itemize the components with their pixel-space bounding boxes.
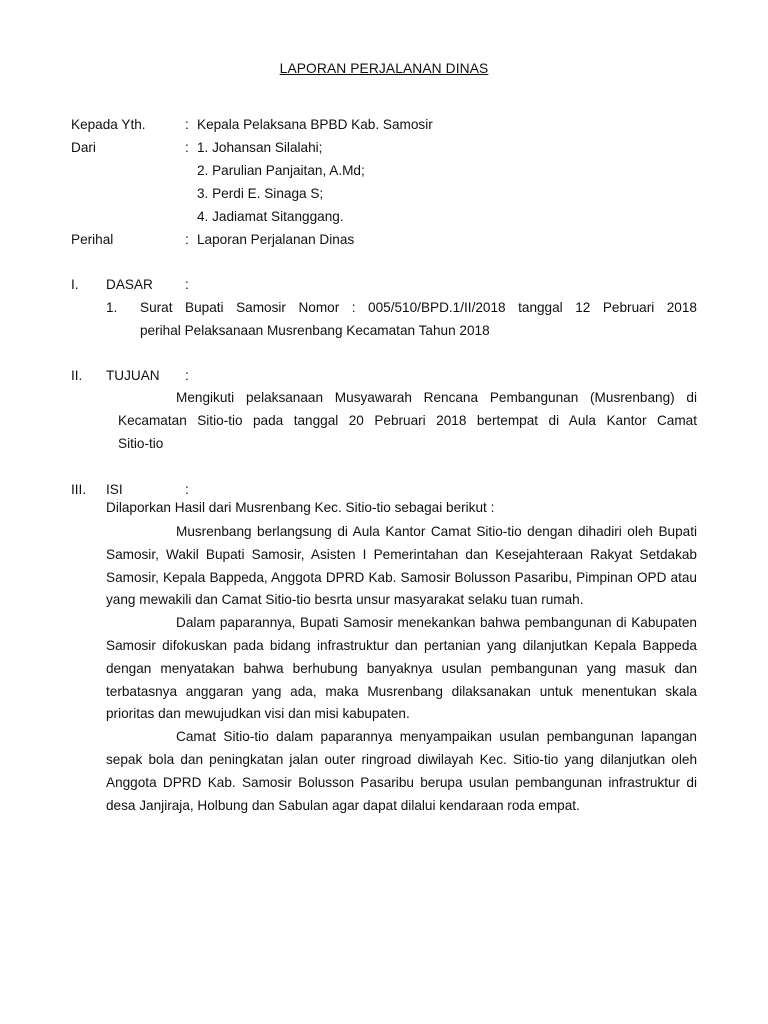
perihal-value: Laporan Perjalanan Dinas xyxy=(197,232,355,247)
dari-item: 2. Parulian Panjaitan, A.Md; xyxy=(197,163,365,178)
section-heading-isi: ISI xyxy=(106,482,123,497)
isi-paragraph: Camat Sitio-tio dalam paparannya menyampaikan usulan pembangunan lapangan sepak bola dan peningkatan jalan outer ringroad diwilayah Kec. Sitio-tio yang dilanjutkan oleh Anggota DPRD Kab. Samosir Bolusson Pasaribu berupa usulan pembangunan infrastruktur di desa Janjiraja, Holbung dan Sabulan agar dapat dilalui kendaraan roda empat. xyxy=(106,729,697,813)
dari-item: 1. Johansan Silalahi; xyxy=(197,140,323,155)
dari-item: 3. Perdi E. Sinaga S; xyxy=(197,186,324,201)
kepada-value: Kepala Pelaksana BPBD Kab. Samosir xyxy=(197,117,433,132)
kepada-colon: : xyxy=(185,117,189,132)
isi-paragraph: Musrenbang berlangsung di Aula Kantor Camat Sitio-tio dengan dihadiri oleh Bupati Samosir, Wakil Bupati Samosir, Asisten I Pemerintahan dan Kesejahteraan Rakyat Setdakab Samosir, Kepala Bappeda, Anggota DPRD Kab. Samosir Bolusson Pasaribu, Pimpinan OPD atau yang mewakili dan Camat Sitio-tio besrta unsur masyarakat selaku tuan rumah. xyxy=(106,524,697,608)
tujuan-colon: : xyxy=(185,368,189,383)
kepada-label: Kepada Yth. xyxy=(71,117,146,132)
section-number-isi: III. xyxy=(71,482,87,497)
section-number-dasar: I. xyxy=(71,277,79,292)
tujuan-line: Sitio-tio xyxy=(118,436,164,451)
isi-paragraph: Dalam paparannya, Bupati Samosir menekankan bahwa pembangunan di Kabupaten Samosir difokuskan pada bidang infrastruktur dan pertanian yang dilanjutkan Kepala Bappeda dengan menyatakan bahwa berhubung banyaknya usulan pembangunan yang masuk dan terbatasnya anggaran yang ada, maka Musrenbang dilaksanakan untuk menentukan skala prioritas dan mewujudkan visi dan misi kabupaten. xyxy=(106,615,697,722)
dari-label: Dari xyxy=(71,140,96,155)
dari-item: 4. Jadiamat Sitanggang. xyxy=(197,209,344,224)
section-number-tujuan: II. xyxy=(71,368,83,383)
dasar-item-number: 1. xyxy=(106,300,118,315)
section-heading-tujuan: TUJUAN xyxy=(106,368,160,383)
dasar-item-line: perihal Pelaksanaan Musrenbang Kecamatan Tahun 2018 xyxy=(140,323,490,338)
document-title: LAPORAN PERJALANAN DINAS xyxy=(279,61,489,76)
perihal-label: Perihal xyxy=(71,232,114,247)
isi-intro: Dilaporkan Hasil dari Musrenbang Kec. Sitio-tio sebagai berikut : xyxy=(106,500,495,515)
isi-body xyxy=(106,521,697,817)
dasar-colon: : xyxy=(185,277,189,292)
dari-colon: : xyxy=(185,140,189,155)
isi-colon: : xyxy=(185,482,189,497)
section-heading-dasar: DASAR xyxy=(106,277,153,292)
perihal-colon: : xyxy=(185,232,189,247)
dasar-item-line: Surat Bupati Samosir Nomor : 005/510/BPD.1/II/2018 tanggal 12 Pebruari 2018 xyxy=(140,300,697,315)
tujuan-line: Mengikuti pelaksanaan Musyawarah Rencana Pembangunan (Musrenbang) di xyxy=(176,390,697,405)
tujuan-line: Kecamatan Sitio-tio pada tanggal 20 Pebruari 2018 bertempat di Aula Kantor Camat xyxy=(118,413,697,428)
